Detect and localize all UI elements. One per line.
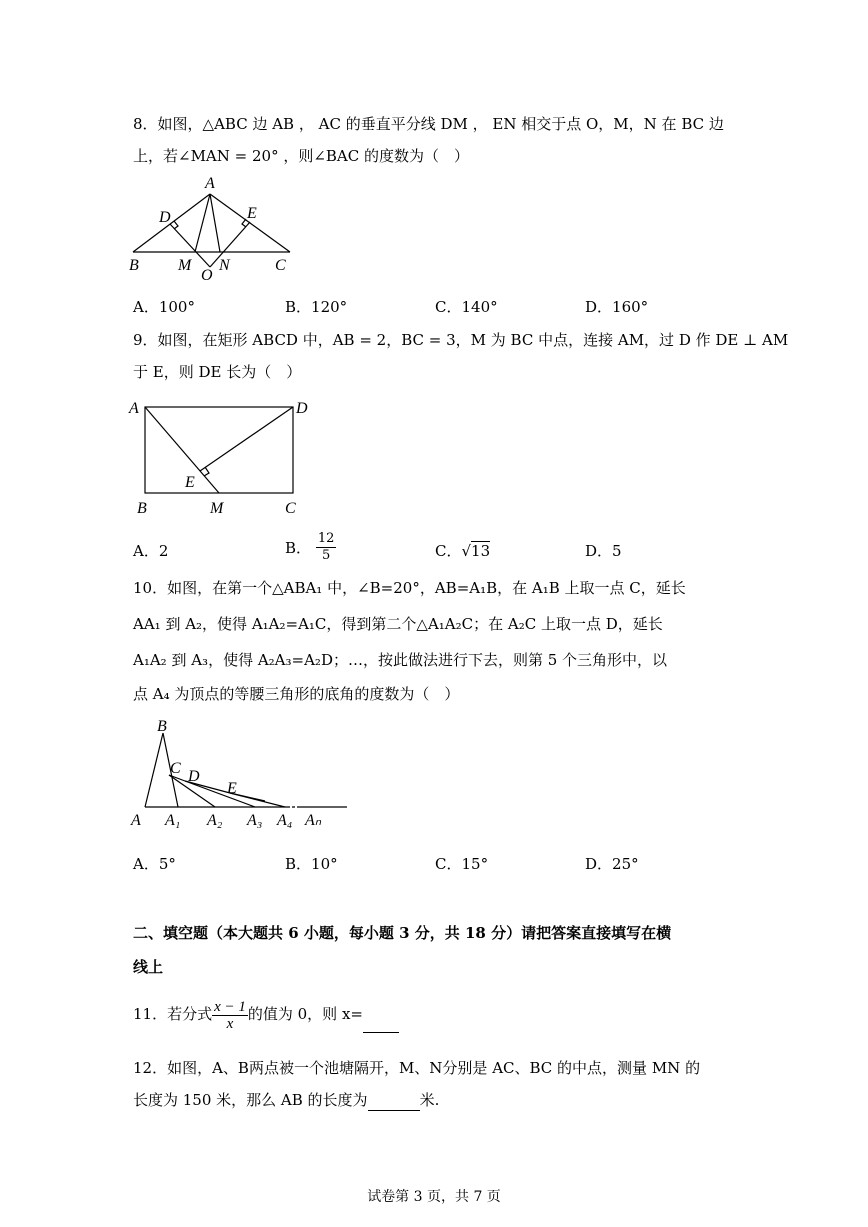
q8-label-m: M (178, 257, 192, 274)
q10-label-a1: A₁ (165, 812, 181, 829)
q8-option-a[interactable]: A．100° (133, 298, 195, 316)
q9-label-c: C (285, 500, 296, 517)
q8-label-n: N (219, 257, 230, 274)
section2-heading-line2: 线上 (133, 958, 164, 976)
q10-label-c: C (170, 760, 181, 777)
q9-label-d: D (296, 400, 308, 417)
q10-stem-line2: AA₁ 到 A₂，使得 A₁A₂=A₁C，得到第二个△A₁A₂C；在 A₂C 上取一点 D，延长 (133, 615, 663, 633)
q10-stem-line4: 点 A₄ 为顶点的等腰三角形的底角的度数为（ ） (133, 685, 460, 703)
q10-option-d[interactable]: D．25° (585, 855, 639, 873)
q8-option-b[interactable]: B．120° (285, 298, 348, 316)
q12-stem-line2: 长度为 150 米，那么 AB 的长度为 米. (133, 1091, 440, 1109)
q8-label-b: B (129, 257, 139, 274)
q8-option-d[interactable]: D．160° (585, 298, 649, 316)
q10-option-c[interactable]: C．15° (435, 855, 489, 873)
q11-stem: 11．若分式 $\frac{x - 1}{x}$ 的值为 0，则 x= (133, 996, 399, 1033)
q8-stem-line1: 8．如图，△ABC 边 AB ， AC 的垂直平分线 DM ， EN 相交于点 O，M，N 在 BC 边 (133, 115, 724, 133)
q9-option-c[interactable]: C．√13 (435, 542, 491, 560)
q9-stem-line1: 9．如图，在矩形 ABCD 中，AB = 2，BC = 3，M 为 BC 中点，连接 AM，过 D 作 DE ⊥ AM (133, 331, 789, 349)
q9-label-b: B (137, 500, 147, 517)
q8-figure (125, 172, 300, 282)
q9-stem-line2: 于 E，则 DE 长为（ ） (133, 363, 302, 381)
page-footer: 试卷第 3 页，共 7 页 (367, 1189, 501, 1205)
q10-label-a2: A₂ (207, 812, 223, 829)
q8-option-c[interactable]: C．140° (435, 298, 498, 316)
q9-label-e: E (185, 474, 195, 491)
q10-figure (125, 715, 355, 833)
q8-label-d: D (159, 209, 171, 226)
q11-answer-blank[interactable] (363, 996, 399, 1033)
q10-label-d: D (188, 768, 200, 785)
q9-figure (125, 395, 325, 520)
q10-label-a: A (131, 812, 141, 829)
q10-label-b: B (157, 718, 167, 735)
q9-option-b[interactable]: B． $\frac{12}{5}$ (285, 531, 335, 563)
q12-stem-line1: 12．如图，A、B两点被一个池塘隔开，M、N分别是 AC、BC 的中点，测量 MN 的 (133, 1059, 701, 1077)
q8-label-o: O (201, 267, 213, 282)
q8-label-a: A (205, 175, 215, 192)
sqrt-icon: √ (461, 542, 472, 560)
q10-label-a4: A₄ (277, 812, 293, 829)
q9-option-a[interactable]: A．2 (133, 542, 169, 560)
q8-label-c: C (275, 257, 286, 274)
q8-label-e: E (247, 205, 257, 222)
q10-label-a3: A₃ (247, 812, 263, 829)
q10-stem-line1: 10．如图，在第一个△ABA₁ 中，∠B=20°，AB=A₁B，在 A₁B 上取一点 C，延长 (133, 579, 686, 597)
section2-heading-line1: 二、填空题（本大题共 6 小题，每小题 3 分，共 18 分）请把答案直接填写在横 (133, 924, 672, 942)
q12-answer-blank[interactable] (368, 1090, 420, 1111)
q9-option-d[interactable]: D．5 (585, 542, 622, 560)
q10-label-e: E (227, 780, 237, 797)
q10-option-a[interactable]: A．5° (133, 855, 176, 873)
q10-stem-line3: A₁A₂ 到 A₃，使得 A₂A₃=A₂D；…，按此做法进行下去，则第 5 个三角形中，以 (133, 651, 668, 669)
q10-option-b[interactable]: B．10° (285, 855, 338, 873)
q8-stem-line2: 上，若∠MAN = 20° ，则∠BAC 的度数为（ ） (133, 147, 470, 165)
q10-label-an: Aₙ (305, 812, 322, 829)
q9-label-m: M (210, 500, 224, 517)
q9-label-a: A (129, 400, 139, 417)
